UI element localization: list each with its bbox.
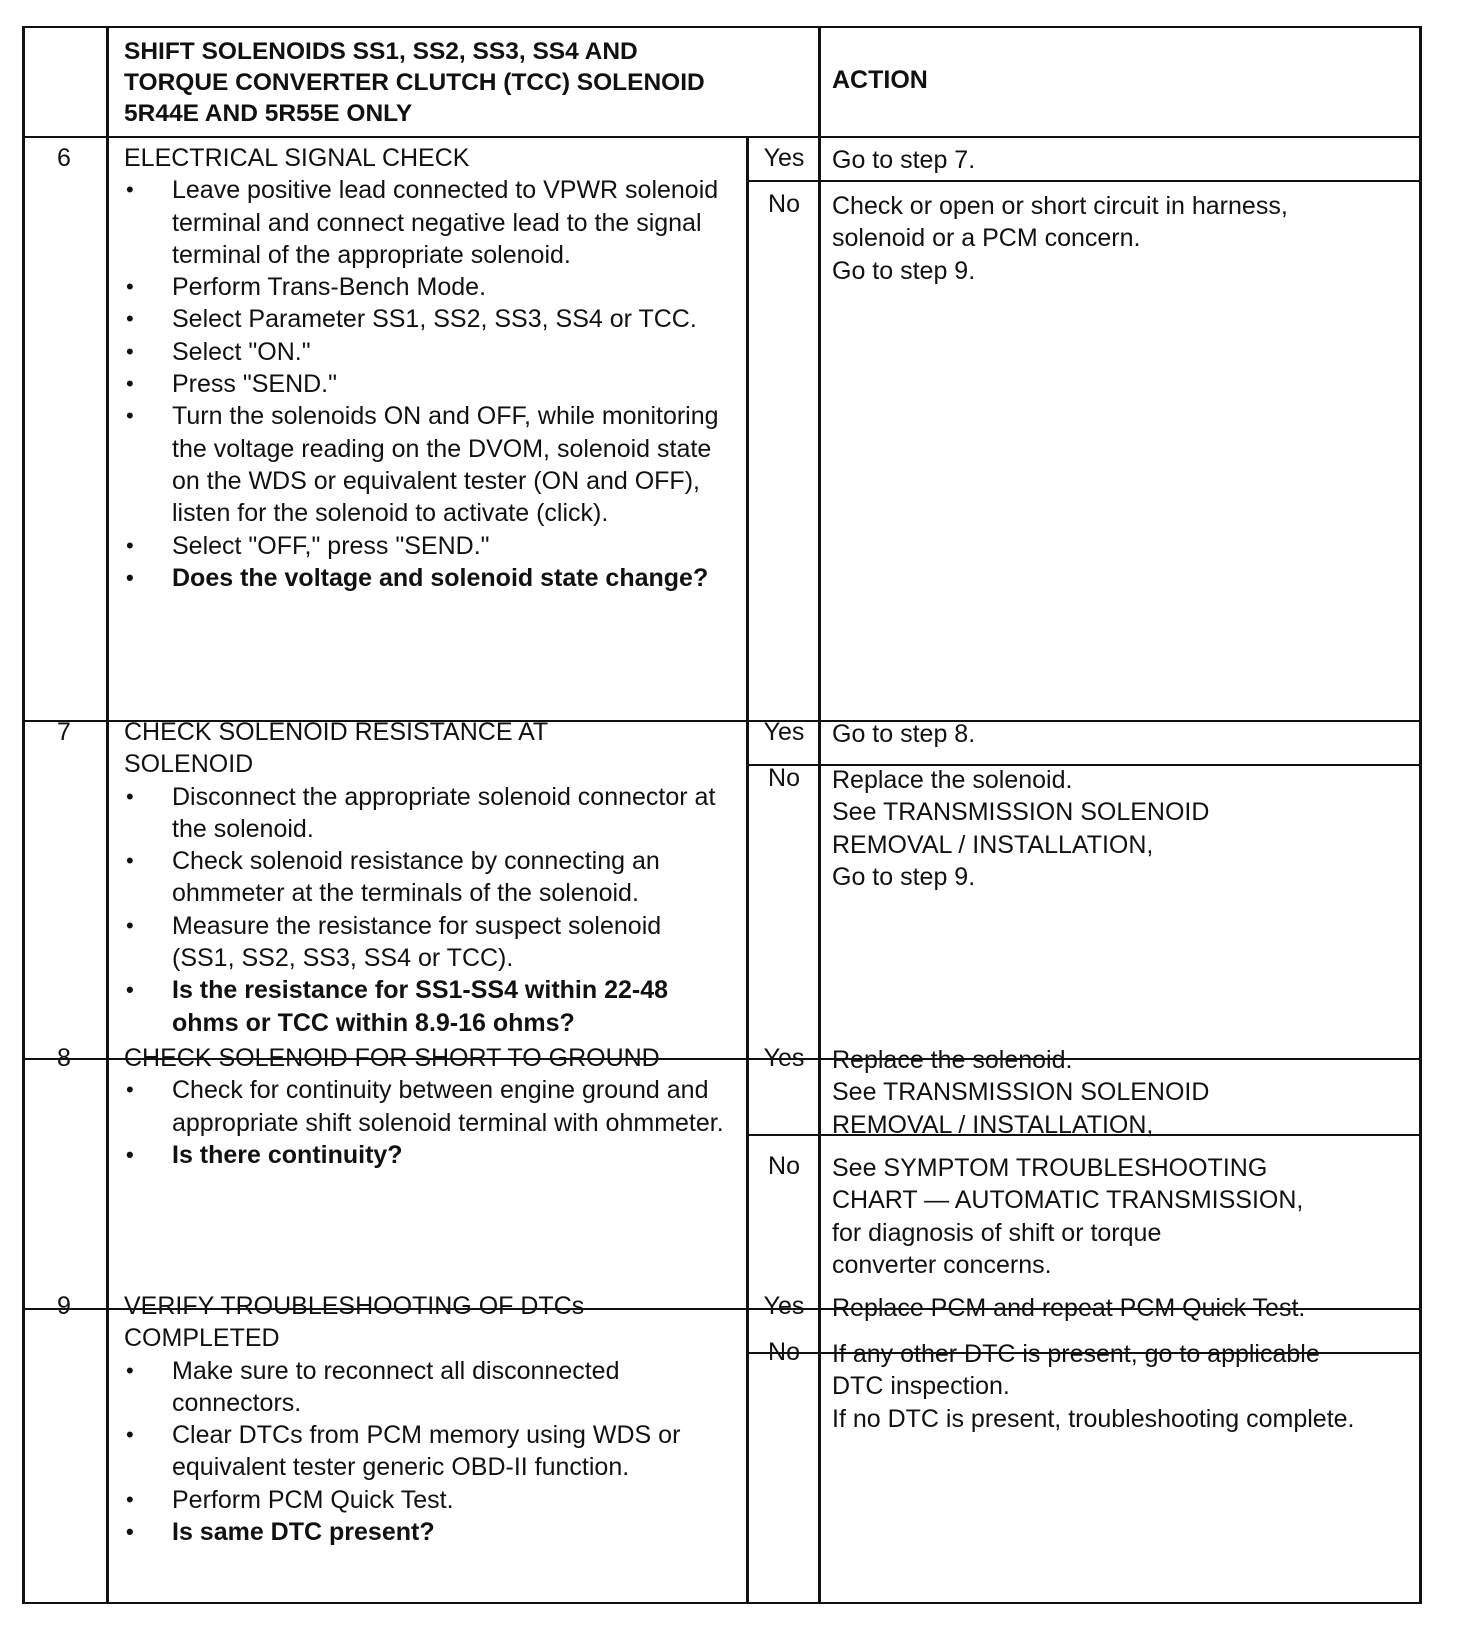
step-bullets bbox=[124, 174, 724, 594]
step-bullets bbox=[124, 781, 724, 1039]
row-divider-header bbox=[22, 136, 1422, 138]
list-item: • Disconnect the appropriate solenoid connector at the solenoid. bbox=[124, 781, 724, 846]
step-number: 8 bbox=[57, 1044, 71, 1072]
step-8-body bbox=[124, 1042, 724, 1171]
step-9-body bbox=[124, 1290, 724, 1548]
yes-action: Go to step 7. bbox=[832, 146, 976, 174]
table-border-left bbox=[22, 26, 25, 1604]
yes-label: Yes bbox=[763, 144, 805, 172]
yn-divider-8 bbox=[746, 1058, 749, 1308]
yes-no-split-6 bbox=[746, 180, 1422, 182]
list-item: • Check for continuity between engine ground and appropriate shift solenoid terminal with ohmmeter. bbox=[124, 1074, 724, 1139]
col-divider-step bbox=[106, 26, 109, 1604]
list-item: • Select "OFF," press "SEND." bbox=[124, 530, 724, 562]
action-column-header: ACTION bbox=[832, 66, 928, 94]
list-item: • Select "ON." bbox=[124, 336, 724, 368]
no-label: No bbox=[768, 190, 800, 218]
step-title: VERIFY TROUBLESHOOTING OF DTCs COMPLETED bbox=[124, 1292, 585, 1353]
no-action: See SYMPTOM TROUBLESHOOTING CHART — AUTOMATIC TRANSMISSION, for diagnosis of shift or torque converter concerns. bbox=[832, 1154, 1304, 1279]
table-border-bottom bbox=[22, 1602, 1422, 1604]
yes-label: Yes bbox=[763, 1044, 805, 1072]
diagnostic-table bbox=[22, 26, 1422, 1604]
no-action: Check or open or short circuit in harness, solenoid or a PCM concern. Go to step 9. bbox=[832, 192, 1288, 285]
col-divider-action bbox=[818, 26, 821, 1604]
list-item: • Perform Trans-Bench Mode. bbox=[124, 271, 724, 303]
list-item: • Leave positive lead connected to VPWR solenoid terminal and connect negative lead to the signal terminal of the appropriate solenoid. bbox=[124, 174, 724, 271]
table-title: SHIFT SOLENOIDS SS1, SS2, SS3, SS4 AND TORQUE CONVERTER CLUTCH (TCC) SOLENOID 5R44E AND 5R55E ONLY bbox=[124, 38, 705, 127]
step-number: 7 bbox=[57, 718, 71, 746]
step-bullets bbox=[124, 1074, 724, 1171]
step-title: CHECK SOLENOID FOR SHORT TO GROUND bbox=[124, 1044, 660, 1072]
yes-label: Yes bbox=[763, 1292, 805, 1320]
list-item: • Press "SEND." bbox=[124, 368, 724, 400]
step-6-body bbox=[124, 142, 724, 594]
no-label: No bbox=[768, 1338, 800, 1366]
step-7-body bbox=[124, 716, 724, 1039]
step-question: • Is the resistance for SS1-SS4 within 22-48 ohms or TCC within 8.9-16 ohms? bbox=[124, 974, 724, 1039]
step-title: ELECTRICAL SIGNAL CHECK bbox=[124, 144, 470, 172]
step-question: • Does the voltage and solenoid state change? bbox=[124, 562, 724, 594]
yes-action: Replace PCM and repeat PCM Quick Test. bbox=[832, 1294, 1306, 1322]
yn-divider-6 bbox=[746, 136, 749, 720]
yes-label: Yes bbox=[763, 718, 805, 746]
list-item: • Perform PCM Quick Test. bbox=[124, 1484, 724, 1516]
list-item: • Check solenoid resistance by connecting an ohmmeter at the terminals of the solenoid. bbox=[124, 845, 724, 910]
no-action: If any other DTC is present, go to applicable DTC inspection. If no DTC is present, troubleshooting complete. bbox=[832, 1340, 1355, 1433]
no-label: No bbox=[768, 1152, 800, 1180]
no-action: Replace the solenoid. See TRANSMISSION SOLENOID REMOVAL / INSTALLATION, Go to step 9. bbox=[832, 766, 1210, 891]
list-item: • Select Parameter SS1, SS2, SS3, SS4 or TCC. bbox=[124, 303, 724, 335]
table-border-right bbox=[1419, 26, 1422, 1604]
list-item: • Make sure to reconnect all disconnected connectors. bbox=[124, 1355, 724, 1420]
list-item: • Measure the resistance for suspect solenoid (SS1, SS2, SS3, SS4 or TCC). bbox=[124, 910, 724, 975]
yes-action: Go to step 8. bbox=[832, 720, 976, 748]
yes-action: Replace the solenoid. See TRANSMISSION SOLENOID REMOVAL / INSTALLATION, bbox=[832, 1046, 1210, 1139]
step-question: • Is there continuity? bbox=[124, 1139, 724, 1171]
step-bullets bbox=[124, 1355, 724, 1549]
table-border-top bbox=[22, 26, 1422, 28]
no-label: No bbox=[768, 764, 800, 792]
step-number: 6 bbox=[57, 144, 71, 172]
list-item: • Clear DTCs from PCM memory using WDS or equivalent tester generic OBD-II function. bbox=[124, 1419, 724, 1484]
step-number: 9 bbox=[57, 1292, 71, 1320]
step-question: • Is same DTC present? bbox=[124, 1516, 724, 1548]
step-title: CHECK SOLENOID RESISTANCE AT SOLENOID bbox=[124, 718, 549, 779]
list-item: • Turn the solenoids ON and OFF, while monitoring the voltage reading on the DVOM, solenoid state on the WDS or equivalent tester (ON and OFF), listen for the solenoid to activate (click). bbox=[124, 400, 724, 529]
